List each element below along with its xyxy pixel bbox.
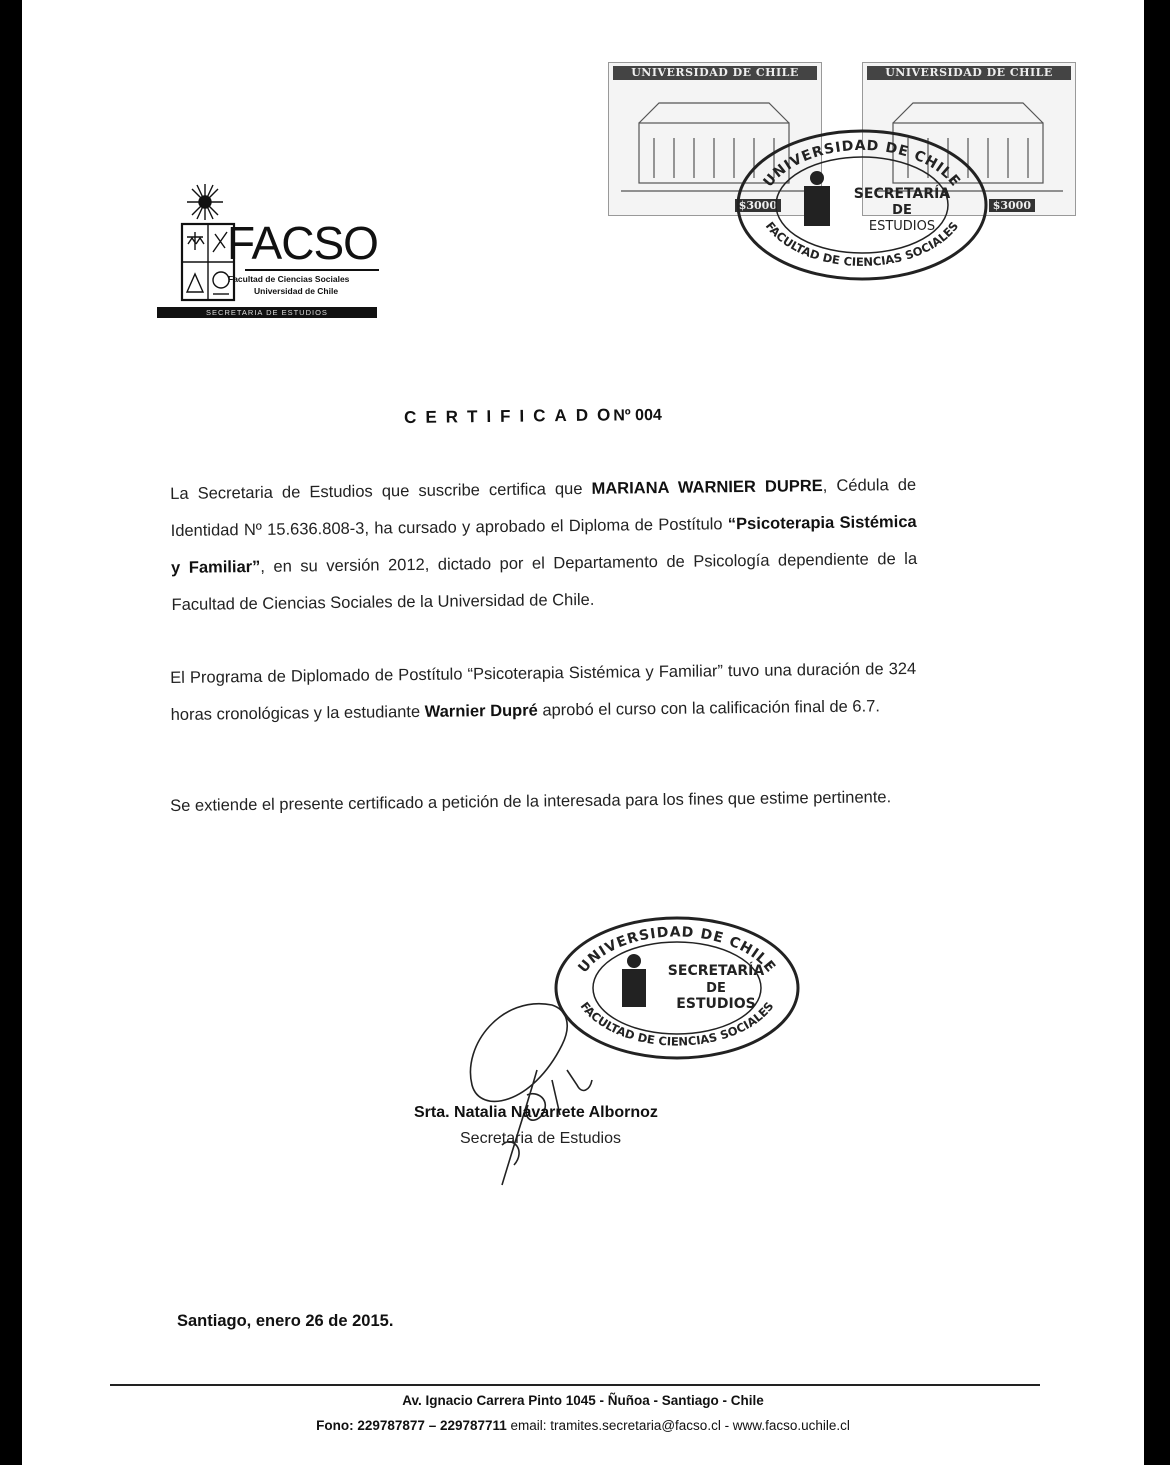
seal-line-2: DE xyxy=(706,981,726,996)
seal-arc-top: UNIVERSIDAD DE CHILE xyxy=(760,137,964,191)
footer-contact xyxy=(22,1418,1144,1433)
handwritten-signature xyxy=(442,985,622,1190)
p1-lead: La Secretaria de Estudios que suscribe certifica que xyxy=(170,479,592,503)
footer-phones: Fono: 229787877 – 229787711 xyxy=(316,1418,507,1433)
footer-divider xyxy=(110,1384,1040,1386)
p2-tail: aprobó el curso con la calificación final de 6.7. xyxy=(537,697,881,720)
logo-department-bar: SECRETARIA DE ESTUDIOS xyxy=(157,307,377,318)
stamp-header: UNIVERSIDAD DE CHILE xyxy=(613,66,817,80)
p2-lead: El Programa de Diplomado de Postítulo “Psicoterapia Sistémica y Familiar” tuvo una duración de 324 horas cronológicas y la estudiante xyxy=(170,659,917,724)
paragraph-closing: Se extiende el presente certificado a petición de la interesada para los fines que estime pertinente. xyxy=(170,788,892,815)
certificate-number: Nº 004 xyxy=(613,406,662,425)
signatory-role: Secretaria de Estudios xyxy=(460,1130,621,1147)
seal-crest-icon xyxy=(622,954,646,1007)
stamp-value: $3000 xyxy=(989,199,1035,212)
p1-middle: , Cédula de Identidad Nº 15.636.808-3, ha cursado y aprobado el Diploma de Postítulo xyxy=(170,475,917,540)
seal-line-2: DE xyxy=(892,203,912,218)
footer-address: Av. Ignacio Carrera Pinto 1045 - Ñuñoa - Santiago - Chile xyxy=(402,1393,764,1408)
stamp-value: $3000 xyxy=(735,199,781,212)
logo-subtitle-university: Universidad de Chile xyxy=(254,286,339,296)
student-surname: Warnier Dupré xyxy=(424,701,538,721)
seal-arc-top: UNIVERSIDAD DE CHILE xyxy=(575,924,779,977)
title-word: CERTIFICADO xyxy=(404,405,620,427)
paragraph-program-details xyxy=(170,651,917,734)
seal-line-3: ESTUDIOS xyxy=(868,219,936,234)
certificate-title xyxy=(404,405,662,428)
seal-line-3: ESTUDIOS xyxy=(676,996,756,1012)
seal-line-1: SECRETARÍA xyxy=(667,963,765,979)
seal-arc-bottom: FACULTAD DE CIENCIAS SOCIALES xyxy=(762,218,962,270)
seal-line-1: SECRETARÍA xyxy=(853,186,951,202)
paragraph-certification xyxy=(170,467,918,624)
logo-subtitle-faculty: Facultad de Ciencias Sociales xyxy=(228,274,350,284)
student-full-name: MARIANA WARNIER DUPRE xyxy=(591,477,823,498)
certificate-page xyxy=(22,0,1144,1465)
p1-tail: , en su versión 2012, dictado por el Departamento de Psicología dependiente de la Facultad de Ciencias Sociales de la Universidad de Chile. xyxy=(171,549,918,614)
signatory-name: Srta. Natalia Navarrete Albornoz xyxy=(414,1104,658,1121)
stamp-header: UNIVERSIDAD DE CHILE xyxy=(867,66,1071,80)
program-name: “Psicoterapia Sistémica y Familiar” xyxy=(171,512,917,577)
footer-email-web: email: tramites.secretaria@facso.cl - www.facso.uchile.cl xyxy=(506,1418,850,1433)
logo-wordmark: FACSO xyxy=(227,217,378,269)
seal-arc-bottom: FACULTAD DE CIENCIAS SOCIALES xyxy=(577,999,777,1049)
scan-edge xyxy=(1150,0,1170,1465)
secretaria-seal-top xyxy=(734,128,990,282)
issue-date: Santiago, enero 26 de 2015. xyxy=(177,1312,394,1330)
seal-crest-icon xyxy=(804,171,830,226)
